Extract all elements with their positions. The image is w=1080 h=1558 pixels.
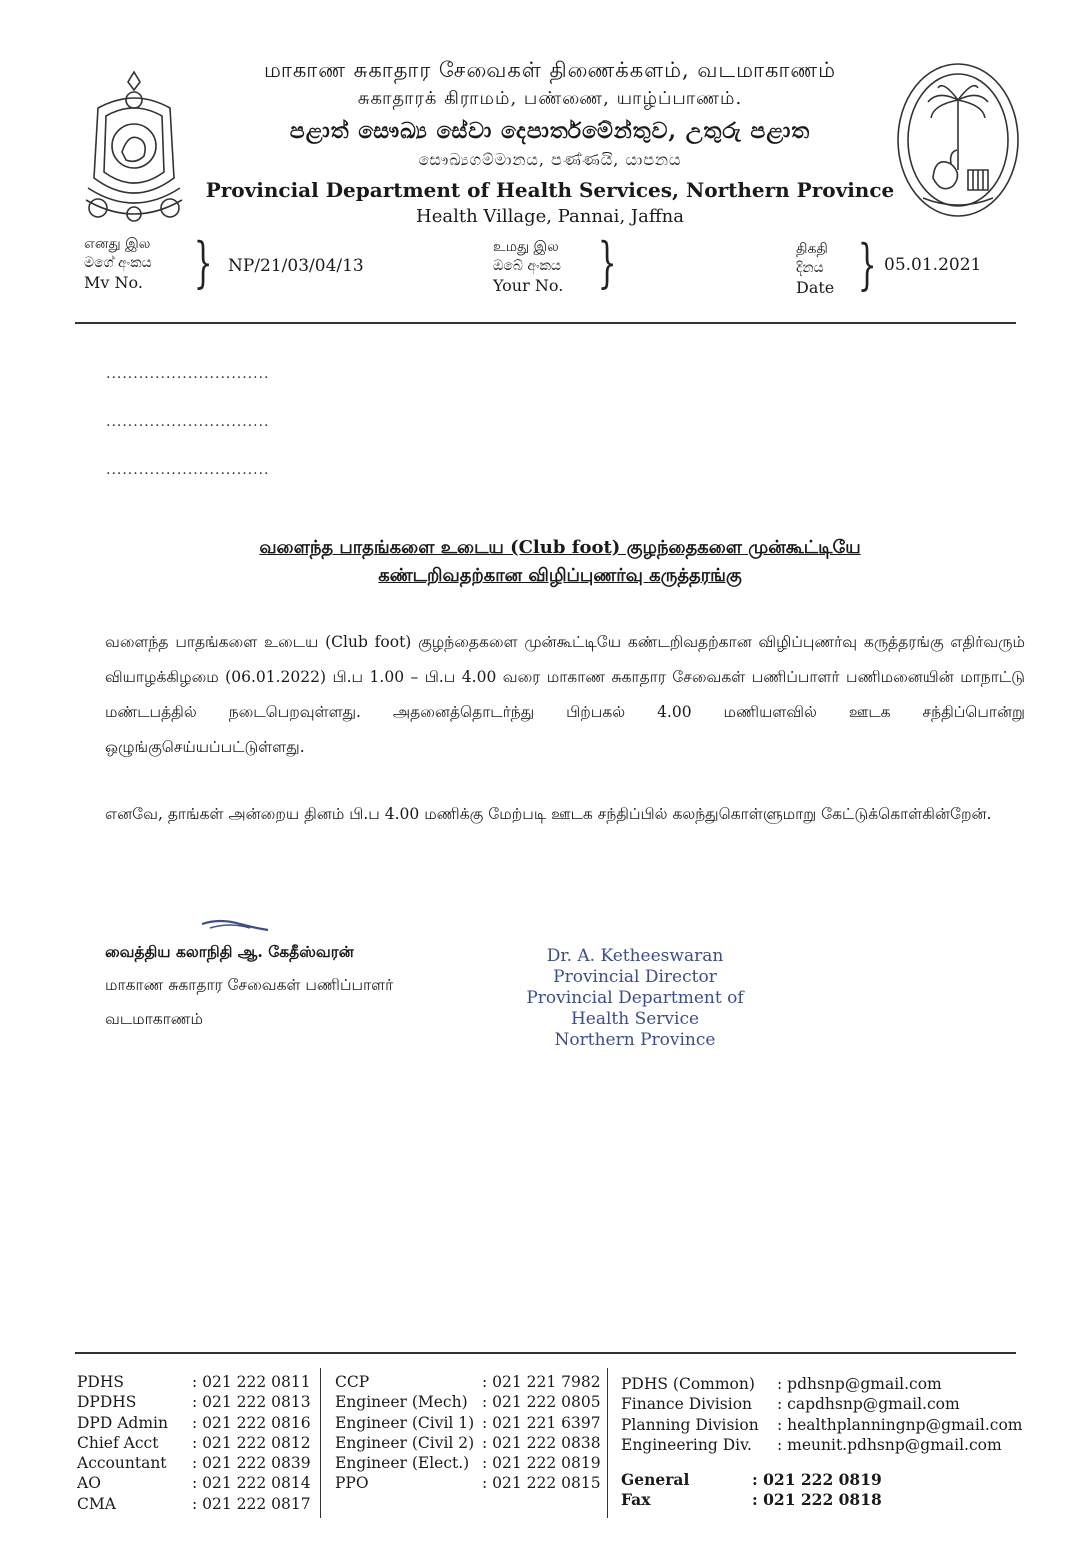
footer-emails-values: : pdhsnp@gmail.com : capdhsnp@gmail.com : healthplanningnp@gmail.com : meunit.pdhsnp@gmail.com — [777, 1375, 1023, 1454]
footer-contacts-col1-values: : 021 222 0811 : 021 222 0813 : 021 222 0816 : 021 222 0812 : 021 222 0839 : 021 222 0814 : 021 222 0817 — [192, 1373, 311, 1513]
signatory-province: வடமாகாணம் — [105, 1010, 203, 1028]
footer-general-fax-labels: General Fax — [621, 1470, 690, 1510]
footer-emails-labels: PDHS (Common) Finance Division Planning Division Engineering Div. — [621, 1375, 759, 1454]
sri-lanka-emblem-icon — [78, 68, 190, 223]
date-label: திகதி දිනය Date — [796, 241, 835, 297]
dept-name-tamil: மாகாண சுகாதார சேவைகள் திணைக்களம், வடமாகாணம் — [263, 58, 837, 82]
my-no-label: எனது இல මගේ අංකය Mv No. — [84, 236, 152, 292]
footer-separator — [320, 1368, 321, 1518]
footer-contacts-col2-labels: CCP Engineer (Mech) Engineer (Civil 1) Engineer (Civil 2) Engineer (Elect.) PPO — [335, 1373, 475, 1493]
footer-divider — [75, 1352, 1016, 1354]
footer-contacts-col1-labels: PDHS DPDHS DPD Admin Chief Acct Accountant AO CMA — [77, 1373, 168, 1513]
address-line: .............................. — [106, 414, 270, 430]
handwritten-signature — [200, 916, 270, 936]
dept-name-sinhala: පළාත් සෞඛ්‍ය සේවා දෙපාර්තමේන්තුව, උතුරු පළාත — [289, 118, 811, 144]
body-paragraph-1: வளைந்த பாதங்களை உடைய (Club foot) குழந்தைகளை முன்கூட்டியே கண்டறிவதற்கான விழிப்புணர்வு கருத்தரங்கு எதிர்வரும் வியாழக்கிழமை (06.01.2022) பி.ப 1.00 – பி.ப 4.00 வரை மாகாண சுகாதார சேவைகள் பணிப்பாளர் பணிமனையின் மாநாட்டு மண்டபத்தில் நடைபெறவுள்ளது. அதனைத்தொடர்ந்து பிற்பகல் 4.00 மணியளவில் ஊடக சந்திப்பொன்று ஒழுங்குசெய்யப்பட்டுள்ளது. — [105, 633, 1025, 756]
address-line: .............................. — [106, 366, 270, 382]
letter-title: வளைந்த பாதங்களை உடைய (Club foot) குழந்தைகளை முன்கூட்டியே கண்டறிவதற்கான விழிப்புணர்வு கருத்தரங்கு — [259, 537, 861, 586]
brace: } — [597, 231, 617, 294]
dept-address-english: Health Village, Pannai, Jaffna — [416, 206, 684, 227]
header-divider — [75, 322, 1016, 324]
brace: } — [857, 233, 877, 296]
body-paragraph-2: எனவே, தாங்கள் அன்றைய தினம் பி.ப 4.00 மணிக்கு மேற்படி ஊடக சந்திப்பில் கலந்துகொள்ளுமாறு கேட்டுக்கொள்கின்றேன். — [105, 805, 992, 823]
signatory-designation: மாகாண சுகாதார சேவைகள் பணிப்பாளர் — [105, 976, 394, 994]
dept-address-sinhala: සෞඛ්‍යගම්මානය, පණ්ණයි, යාපනය — [418, 150, 682, 169]
date-value: 05.01.2021 — [884, 255, 982, 275]
footer-contacts-col2-values: : 021 221 7982 : 021 222 0805 : 021 221 6397 : 021 222 0838 : 021 222 0819 : 021 222 0815 — [482, 1373, 601, 1493]
dept-address-tamil: சுகாதாரக் கிராமம், பண்ணை, யாழ்ப்பாணம். — [357, 88, 743, 109]
dept-name-english: Provincial Department of Health Services, Northern Province — [205, 178, 895, 202]
brace: } — [193, 231, 213, 294]
footer-separator — [607, 1368, 608, 1518]
your-no-label: உமது இல ඔබේ අංකය Your No. — [493, 239, 564, 295]
northern-province-emblem-icon — [893, 60, 1023, 220]
address-line: .............................. — [106, 462, 270, 478]
official-stamp: Dr. A. Ketheeswaran Provincial Director Provincial Department of Health Service Northern Province — [526, 946, 744, 1050]
footer-general-fax-values: : 021 222 0819 : 021 222 0818 — [752, 1470, 882, 1510]
signatory-name: வைத்திய கலாநிதி ஆ. கேதீஸ்வரன் — [105, 942, 354, 961]
my-no-value: NP/21/03/04/13 — [228, 256, 364, 276]
